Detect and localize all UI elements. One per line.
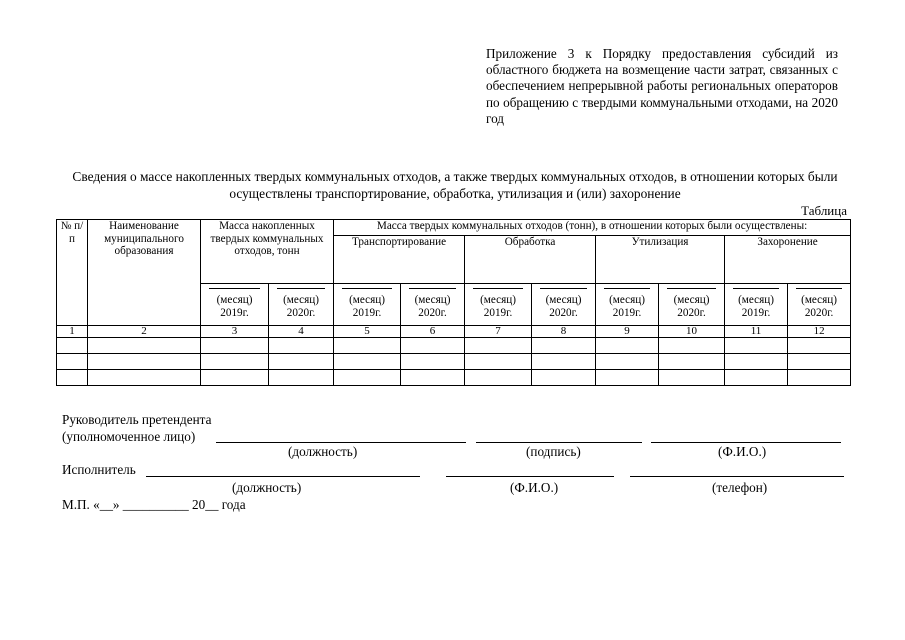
- table-cell[interactable]: [201, 338, 269, 354]
- executor-fio-line[interactable]: [446, 476, 614, 477]
- table-cell[interactable]: [725, 338, 788, 354]
- table-cell[interactable]: [269, 338, 334, 354]
- table-cell[interactable]: [57, 338, 88, 354]
- table-cell[interactable]: [269, 354, 334, 370]
- month-2019-label: (месяц) 2019г.: [342, 288, 392, 319]
- table-cell[interactable]: [334, 338, 401, 354]
- header-municipality: Наименование муниципального образования: [88, 220, 201, 326]
- month-2020-label: (месяц) 2020г.: [409, 288, 456, 319]
- table-cell[interactable]: [201, 354, 269, 370]
- table-cell[interactable]: [465, 354, 532, 370]
- month-2019-cell: [596, 284, 659, 326]
- table-row: [57, 354, 851, 370]
- column-number: 2: [88, 326, 201, 338]
- month-2019-label: (месяц) 2019г.: [209, 288, 260, 319]
- table-cell[interactable]: [401, 370, 465, 386]
- table-row: [57, 338, 851, 354]
- header-mass-operations: Масса твердых коммунальных отходов (тонн), в отношении которых были осуществлены:: [334, 220, 851, 236]
- header-processing: Обработка: [465, 236, 596, 284]
- executor-position-line[interactable]: [146, 476, 420, 477]
- table-cell[interactable]: [88, 338, 201, 354]
- table-cell[interactable]: [596, 338, 659, 354]
- month-2019-cell: [334, 284, 401, 326]
- table-cell[interactable]: [725, 370, 788, 386]
- header-accumulated-mass: Масса накопленных твердых коммунальных отходов, тонн: [201, 220, 334, 284]
- caption-phone: (телефон): [712, 480, 768, 495]
- table-cell[interactable]: [88, 370, 201, 386]
- table-cell[interactable]: [725, 354, 788, 370]
- table-cell[interactable]: [532, 338, 596, 354]
- table-cell[interactable]: [334, 370, 401, 386]
- fio-line[interactable]: [651, 442, 841, 443]
- table-cell[interactable]: [596, 370, 659, 386]
- signature-line[interactable]: [476, 442, 642, 443]
- header-utilization: Утилизация: [596, 236, 725, 284]
- column-number: 8: [532, 326, 596, 338]
- caption-fio-2: (Ф.И.О.): [510, 480, 559, 495]
- column-number: 11: [725, 326, 788, 338]
- table-cell[interactable]: [334, 354, 401, 370]
- column-number: 12: [788, 326, 851, 338]
- table-row: [57, 370, 851, 386]
- table-cell[interactable]: [201, 370, 269, 386]
- column-number: 3: [201, 326, 269, 338]
- caption-position-2: (должность): [232, 480, 302, 495]
- column-number: 1: [57, 326, 88, 338]
- month-2019-label: (месяц) 2019г.: [473, 288, 523, 319]
- document-title: Сведения о массе накопленных твердых коммунальных отходов, а также твердых коммунальных отходов, в отношении которых были осуществлены транспортирование, обработка, утилизация и (или) захоронение: [72, 169, 838, 201]
- table-cell[interactable]: [659, 338, 725, 354]
- table-cell[interactable]: [532, 354, 596, 370]
- executor-phone-line[interactable]: [630, 476, 844, 477]
- column-number: 10: [659, 326, 725, 338]
- column-number: 6: [401, 326, 465, 338]
- column-number: 9: [596, 326, 659, 338]
- position-line[interactable]: [216, 442, 466, 443]
- month-2019-cell: [725, 284, 788, 326]
- table-cell[interactable]: [788, 370, 851, 386]
- column-number: 7: [465, 326, 532, 338]
- table-cell[interactable]: [401, 354, 465, 370]
- month-2020-label: (месяц) 2020г.: [277, 288, 325, 319]
- month-2020-cell: [269, 284, 334, 326]
- month-2019-label: (месяц) 2019г.: [733, 288, 779, 319]
- head-title: Руководитель претендента: [62, 412, 212, 427]
- month-2020-cell: [532, 284, 596, 326]
- report-table: [56, 219, 851, 386]
- table-cell[interactable]: [269, 370, 334, 386]
- table-cell[interactable]: [88, 354, 201, 370]
- month-2020-cell: [401, 284, 465, 326]
- table-label: Таблица: [801, 203, 847, 218]
- table-cell[interactable]: [57, 354, 88, 370]
- caption-signature: (подпись): [526, 444, 581, 459]
- table-cell[interactable]: [532, 370, 596, 386]
- table-cell[interactable]: [401, 338, 465, 354]
- table-cell[interactable]: [465, 370, 532, 386]
- table-cell[interactable]: [596, 354, 659, 370]
- table-cell[interactable]: [57, 370, 88, 386]
- table-cell[interactable]: [659, 354, 725, 370]
- executor-label: Исполнитель: [62, 462, 136, 477]
- header-num: № п/п: [57, 220, 88, 326]
- month-2019-label: (месяц) 2019г.: [604, 288, 650, 319]
- header-transport: Транспортирование: [334, 236, 465, 284]
- caption-position: (должность): [288, 444, 358, 459]
- month-2020-label: (месяц) 2020г.: [796, 288, 842, 319]
- stamp-date-line: М.П. «__» __________ 20__ года: [62, 497, 246, 512]
- table-cell[interactable]: [788, 354, 851, 370]
- column-number: 5: [334, 326, 401, 338]
- caption-fio: (Ф.И.О.): [718, 444, 767, 459]
- header-disposal: Захоронение: [725, 236, 851, 284]
- table-cell[interactable]: [465, 338, 532, 354]
- month-2020-cell: [659, 284, 725, 326]
- month-2020-label: (месяц) 2020г.: [540, 288, 587, 319]
- column-number: 4: [269, 326, 334, 338]
- authorized-person-label: (уполномоченное лицо): [62, 429, 196, 444]
- month-2020-cell: [788, 284, 851, 326]
- table-cell[interactable]: [659, 370, 725, 386]
- table-cell[interactable]: [788, 338, 851, 354]
- appendix-note: Приложение 3 к Порядку предоставления субсидий из областного бюджета на возмещение части затрат, связанных с обеспечением непрерывной работы региональных операторов по обращению с твердыми коммунальными отходами, на 2020 год: [486, 46, 838, 126]
- month-2019-cell: [201, 284, 269, 326]
- month-2019-cell: [465, 284, 532, 326]
- month-2020-label: (месяц) 2020г.: [667, 288, 716, 319]
